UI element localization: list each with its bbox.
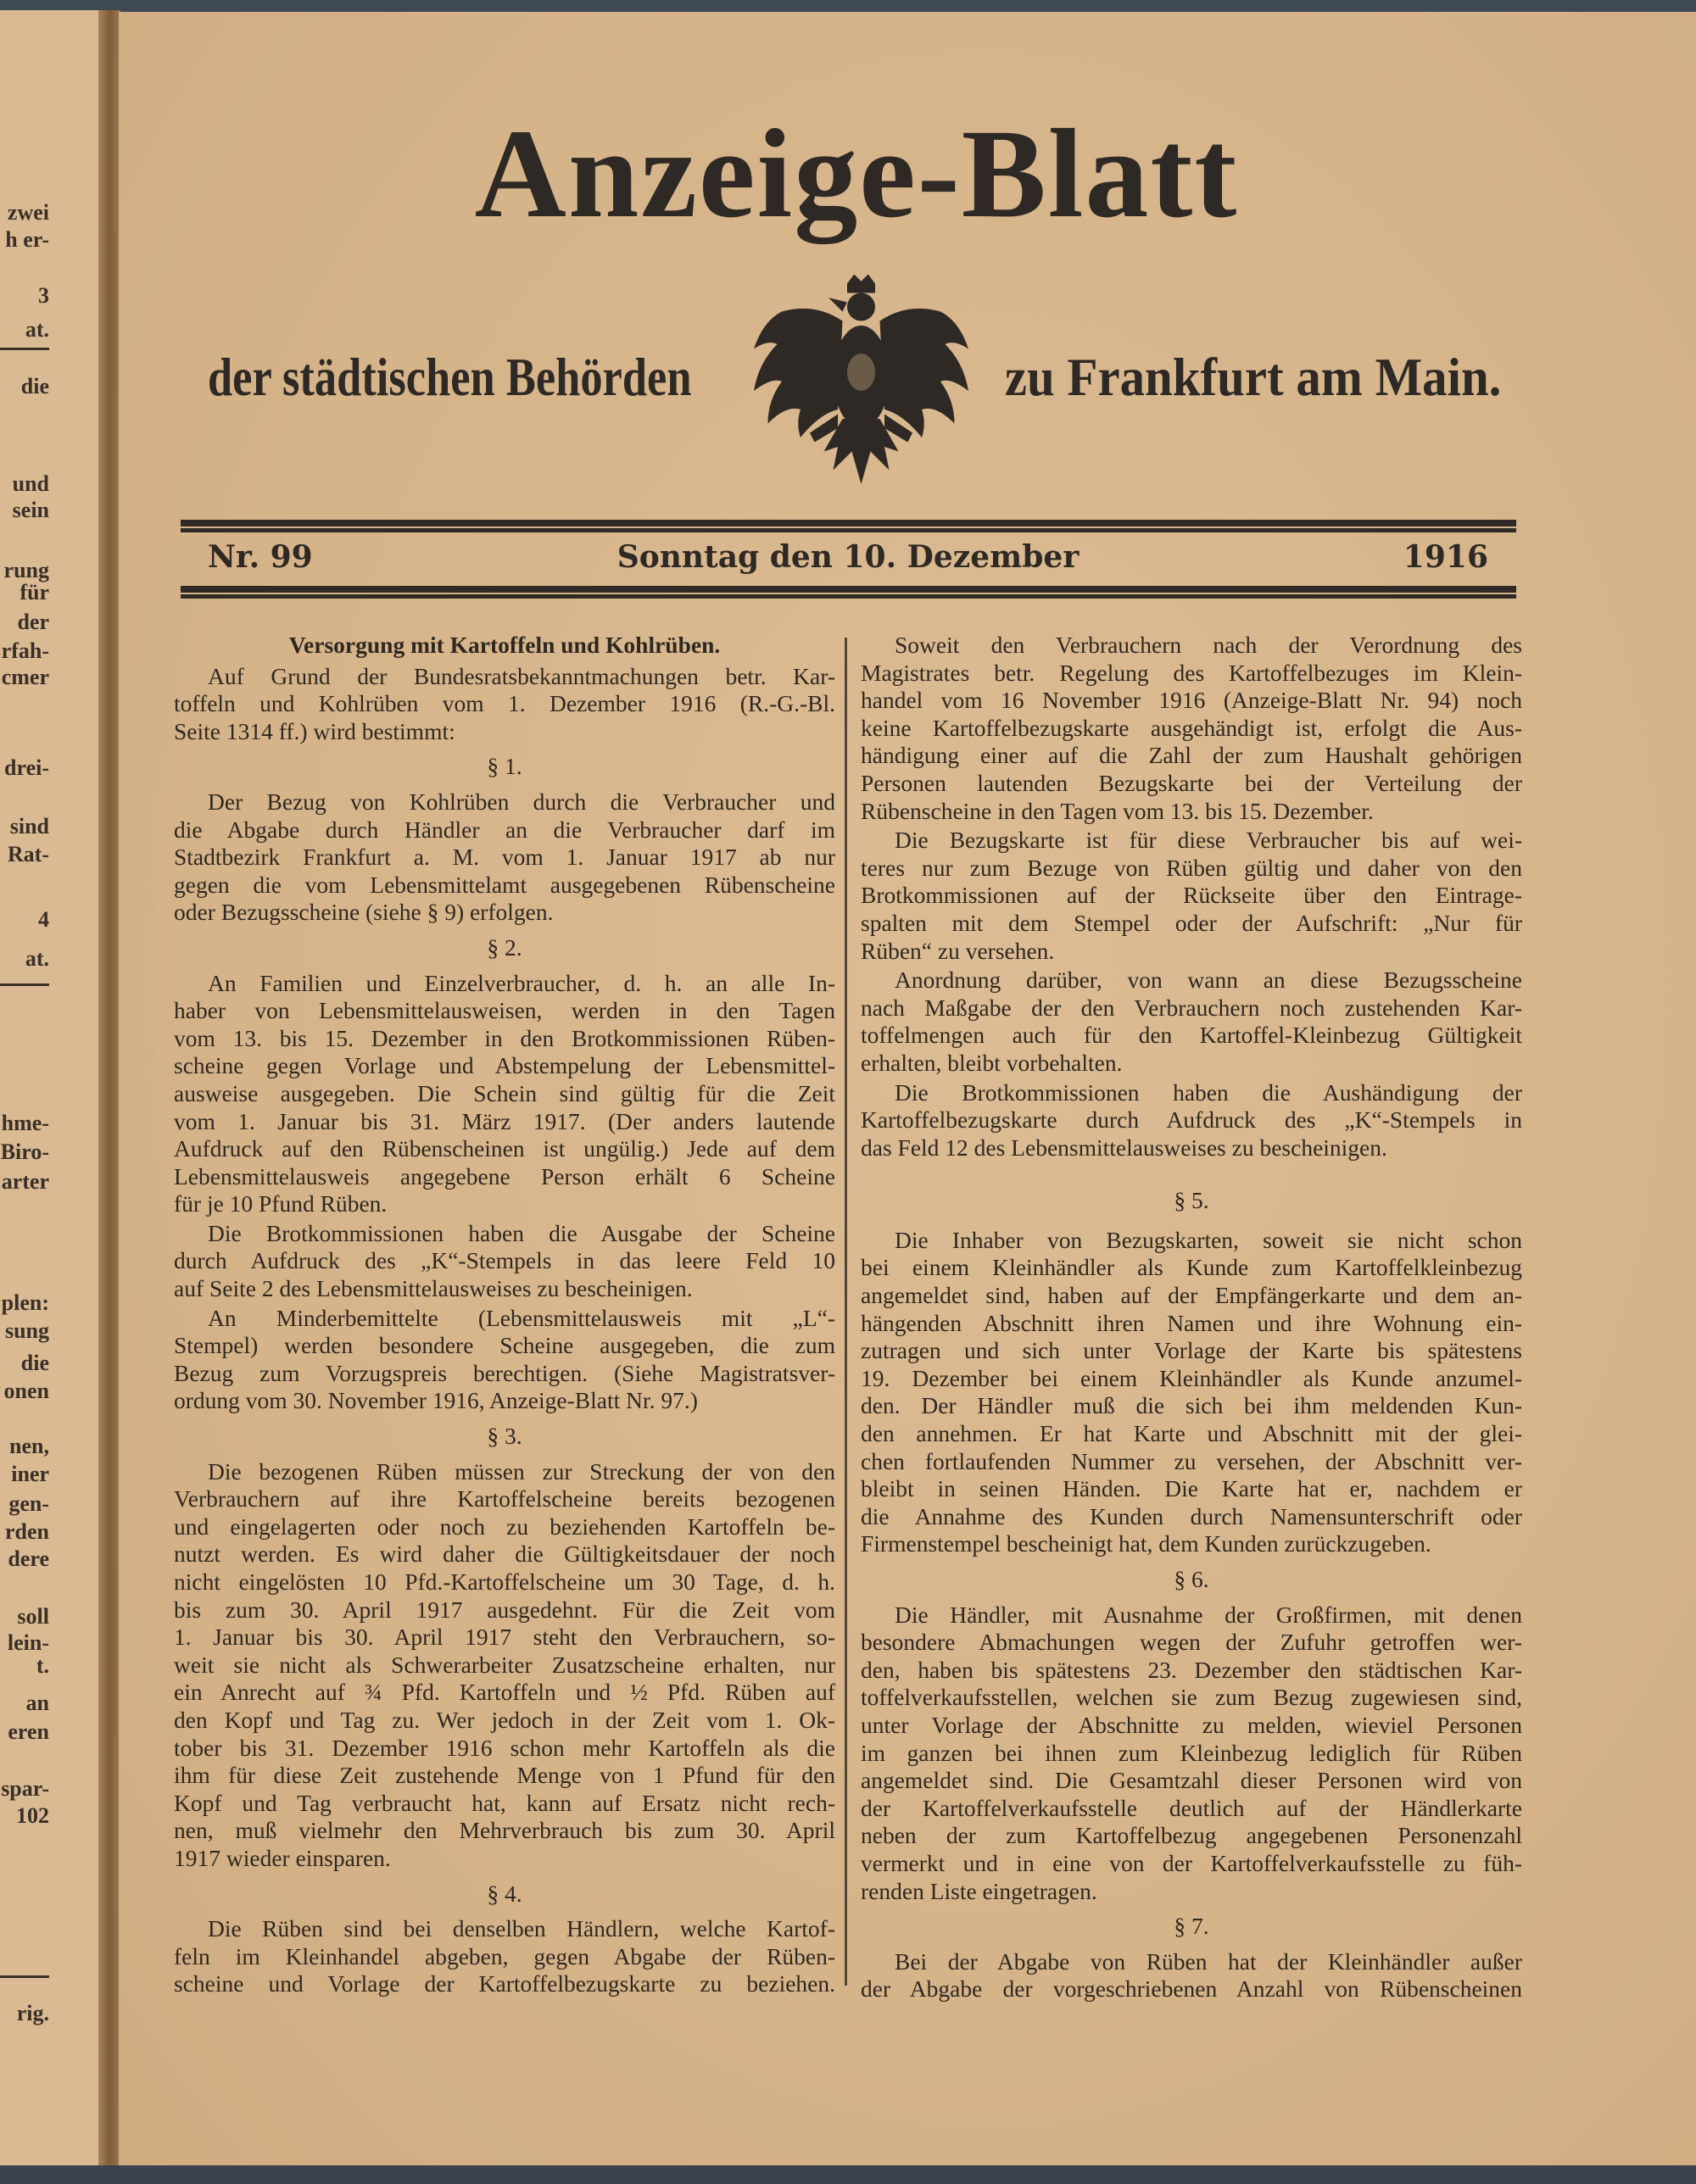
text-line: der Abgabe der vorgeschriebenen Anzahl von Rübenscheinen [861, 1975, 1522, 2003]
margin-fragment: für [20, 580, 49, 604]
margin-fragment: 4 [38, 907, 49, 932]
issue-date: Sonntag den 10. Dezember [616, 539, 1080, 575]
section-heading: § 1. [487, 753, 522, 780]
margin-fragment: soll [17, 1604, 49, 1629]
text-line: 1. Januar bis 30. April 1917 steht den Verbrauchern, so- [174, 1624, 835, 1651]
margin-fragment: dere [8, 1546, 49, 1571]
text-line: das Feld 12 des Lebensmittelausweises zu bescheinigen. [861, 1134, 1387, 1161]
text-line: zutragen und sich unter Vorlage der Karte bis spätestens [861, 1337, 1522, 1364]
text-line: toffelmengen auch für den Kartoffel-Kleinbezug Gültigkeit [861, 1022, 1522, 1049]
text-line: 19. Dezember bei einem Kleinhändler als Kunde anzumel- [861, 1364, 1522, 1391]
margin-fragment: t. [36, 1653, 49, 1678]
margin-fragment: plen: [1, 1290, 49, 1315]
margin-fragment: Rat- [7, 842, 49, 866]
text-line: Die Rüben sind bei denselben Händlern, welche Kartof- [208, 1915, 835, 1942]
text-line: Lebensmittelausweis angegebene Person erhält 6 Scheine [174, 1162, 835, 1190]
paragraph [861, 632, 1522, 825]
text-line: neben der zum Kartoffelbezug angegebenen Personenzahl [861, 1822, 1522, 1849]
text-line: Kartoffelbezugskarte durch Aufdruck des „K“-Stempels in [861, 1106, 1522, 1134]
paragraph [174, 1915, 835, 1998]
text-line: Firmenstempel bescheinigt hat, dem Kunden zurückzugeben. [861, 1530, 1431, 1557]
text-line: Der Bezug von Kohlrüben durch die Verbraucher und [208, 788, 835, 815]
margin-fragment: nen, [9, 1434, 49, 1458]
margin-fragment: die [20, 374, 49, 398]
text-line: toffeln und Kohlrüben vom 1. Dezember 1916 (R.-G.-Bl. [174, 690, 835, 717]
text-line: angemeldet sind. Die Gesamtzahl dieser Personen wird von [861, 1767, 1522, 1794]
margin-fragment: der [17, 610, 49, 634]
text-line: den Kopf und Tag zu. Wer jedoch in der Zeit vom 1. Ok- [174, 1706, 835, 1733]
text-line: Die Brotkommissionen haben die Aushändigung der [895, 1078, 1522, 1106]
text-line: nutzt werden. Es wird daher die Gültigkeitsdauer der noch [174, 1540, 835, 1568]
margin-fragment: an [25, 1691, 49, 1715]
article-column-right [861, 632, 1522, 2005]
text-line: vom 13. bis 15. Dezember in den Brotkommissionen Rüben- [174, 1024, 835, 1051]
text-line: Rüben“ zu versehen. [861, 937, 1055, 964]
margin-fragment: die [20, 1351, 49, 1375]
text-line: spalten mit dem Stempel oder der Aufschrift: „Nur für [861, 909, 1522, 936]
text-line: Aufdruck auf den Rübenscheinen ist ungülig.) Jede auf dem [174, 1135, 835, 1162]
text-line: Verbrauchern auf ihre Kartoffelscheine bereits bezogenen [174, 1485, 835, 1513]
text-line: Die Händler, mit Ausnahme der Großfirmen, mit denen [895, 1601, 1522, 1628]
text-line: Die Brotkommissionen haben die Ausgabe der Scheine [208, 1219, 835, 1246]
margin-fragment: sein [12, 498, 49, 522]
text-line: Auf Grund der Bundesratsbekanntmachungen betr. Kar- [208, 662, 835, 689]
text-line: der Kartoffelverkaufsstelle deutlich auf der Händlerkarte [861, 1794, 1522, 1821]
text-line: feln im Kleinhandel abgeben, gegen Abgabe der Rüben- [174, 1942, 835, 1970]
margin-fragment: rden [5, 1519, 49, 1544]
paragraph [174, 970, 835, 1218]
text-line: chen fortlaufenden Nummer zu versehen, der Abschnitt ver- [861, 1447, 1522, 1474]
margin-rule [0, 348, 49, 350]
text-line: Stadtbezirk Frankfurt a. M. vom 1. Januar 1917 ab nur [174, 844, 835, 871]
text-line: für je 10 Pfund Rüben. [174, 1190, 388, 1217]
masthead-rule-bottom [181, 587, 1516, 599]
margin-fragment: h er- [5, 227, 49, 252]
margin-fragment: eren [8, 1719, 49, 1744]
text-line: bis zum 30. April 1917 ausgedehnt. Für die Zeit vom [174, 1596, 835, 1623]
margin-fragment: rung [3, 558, 49, 582]
subtitle-right: zu Frankfurt am Main. [1004, 347, 1501, 407]
paragraph [174, 1458, 835, 1873]
text-line: händigung einer auf die Zahl der zum Haushalt gehörigen [861, 742, 1522, 769]
margin-fragment: 3 [38, 283, 49, 308]
text-line: ein Anrecht auf ¾ Pfd. Kartoffeln und ½ Pfd. Rüben auf [174, 1679, 835, 1706]
issue-year: 1916 [1403, 539, 1488, 575]
masthead-line [208, 539, 1488, 582]
paragraph [861, 1948, 1522, 2003]
paragraph [861, 967, 1522, 1077]
text-line: durch Aufdruck des „K“-Stempels in das leere Feld 10 [174, 1247, 835, 1274]
margin-rule [0, 1975, 49, 1978]
margin-fragment: rig. [16, 2001, 49, 2025]
text-line: scheine und Vorlage der Kartoffelbezugskarte zu beziehen. [174, 1970, 835, 1997]
issue-number: Nr. 99 [208, 539, 313, 575]
text-line: den annehmen. Er hat Karte und Abschnitt mit der glei- [861, 1420, 1522, 1447]
imperial-eagle-icon [745, 270, 978, 503]
newspaper-title: Anzeige-Blatt [474, 103, 1239, 244]
text-line: haber von Lebensmittelausweisen, werden in den Tagen [174, 997, 835, 1024]
text-line: Die Bezugskarte ist für diese Verbraucher bis auf wei- [895, 827, 1522, 854]
margin-rule [0, 983, 49, 986]
text-line: vermerkt und in eine von der Kartoffelverkaufsstelle zu füh- [861, 1849, 1522, 1876]
section-heading: § 4. [487, 1880, 522, 1907]
text-line: vom 1. Januar bis 31. März 1917. (Der anders lautende [174, 1107, 835, 1134]
text-line: ausweise ausgegeben. Die Schein sind gültig für die Zeit [174, 1079, 835, 1106]
margin-fragment: iner [11, 1462, 49, 1486]
text-line: toffelverkaufsstellen, welchen sie zum Bezug zugewiesen sind, [861, 1684, 1522, 1711]
paragraph [861, 1079, 1522, 1162]
text-line: teres nur zum Bezuge von Rüben gültig und daher von den [861, 854, 1522, 881]
section-heading: § 5. [1174, 1187, 1209, 1214]
text-line: auf Seite 2 des Lebensmittelausweises zu bescheinigen. [174, 1275, 693, 1302]
text-line: Bei der Abgabe von Rüben hat der Kleinhändler außer [895, 1947, 1522, 1975]
text-line: besondere Abmachungen wegen der Zufuhr getroffen wer- [861, 1629, 1522, 1656]
text-line: weit sie nicht als Schwerarbeiter Zusatzscheine erhalten, nur [174, 1651, 835, 1678]
text-line: Bezug zum Vorzugspreis berechtigen. (Siehe Magistratsver- [174, 1359, 835, 1386]
article-column-left [174, 632, 835, 2000]
text-line: im ganzen bei ihnen zum Kleinbezug lediglich für Rüben [861, 1739, 1522, 1766]
text-line: hängenden Abschnitt ihren Namen und ihre Wohnung ein- [861, 1309, 1522, 1336]
margin-fragment: zwei [7, 200, 49, 225]
text-line: Brotkommissionen auf der Rückseite über den Eintrage- [861, 882, 1522, 909]
text-line: Magistrates betr. Regelung des Kartoffelbezuges im Klein- [861, 659, 1522, 686]
text-line: Personen lautenden Bezugskarte bei der Verteilung der [861, 769, 1522, 796]
margin-fragment: cmer [1, 665, 49, 689]
margin-fragment: at. [25, 946, 49, 971]
paragraph [174, 1220, 835, 1303]
margin-fragment: sung [4, 1318, 49, 1343]
section-heading: § 2. [487, 933, 522, 961]
text-line: ordung vom 30. November 1916, Anzeige-Blatt Nr. 97.) [174, 1387, 698, 1414]
paragraph [174, 663, 835, 746]
text-line: oder Bezugsscheine (siehe § 9) erfolgen. [174, 899, 554, 926]
text-line: nen, muß vielmehr den Mehrverbrauch bis zum 30. April [174, 1817, 835, 1844]
text-line: An Familien und Einzelverbraucher, d. h. an alle In- [208, 969, 835, 996]
text-line: An Minderbemittelte (Lebensmittelausweis mit „L“- [208, 1304, 835, 1331]
text-line: handel vom 16 November 1916 (Anzeige-Blatt Nr. 94) noch [861, 687, 1522, 714]
masthead-rule-top [181, 521, 1516, 532]
section-heading: § 3. [487, 1423, 522, 1450]
text-line: bei einem Kleinhändler als Kunde zum Kartoffelkleinbezug [861, 1254, 1522, 1281]
text-line: angemeldet sind, haben auf der Empfängerkarte und dem an- [861, 1282, 1522, 1309]
text-line: nach Maßgabe der den Verbrauchern noch zustehenden Kar- [861, 994, 1522, 1021]
text-line: nicht eingelösten 10 Pfd.-Kartoffelscheine um 30 Tage, d. h. [174, 1568, 835, 1595]
text-line: gegen die vom Lebensmittelamt ausgegebenen Rübenscheine [174, 871, 835, 898]
text-line: die Annahme des Kunden durch Namensunterschrift oder [861, 1502, 1522, 1529]
text-line: Anordnung darüber, von wann an diese Bezugsscheine [895, 967, 1522, 994]
text-line: tober bis 31. Dezember 1916 schon mehr Kartoffeln als die [174, 1734, 835, 1761]
section-heading: § 7. [1174, 1913, 1209, 1940]
binding-edge [98, 10, 120, 2168]
margin-fragment: spar- [1, 1776, 49, 1801]
text-line: die Abgabe durch Händler an die Verbraucher darf im [174, 816, 835, 843]
subtitle-left: der städtischen Behörden [208, 347, 692, 407]
text-line: Rübenscheine in den Tagen vom 13. bis 15. Dezember. [861, 797, 1374, 824]
text-line: Stempel) werden besondere Scheine ausgegeben, die zum [174, 1332, 835, 1359]
text-line: Die bezogenen Rüben müssen zur Streckung der von den [208, 1457, 835, 1485]
text-line: Seite 1314 ff.) wird bestimmt: [174, 717, 455, 744]
text-line: renden Liste eingetragen. [861, 1877, 1097, 1904]
paragraph [174, 1305, 835, 1415]
text-line: 1917 wieder einsparen. [174, 1844, 391, 1871]
text-line: Die Inhaber von Bezugskarten, soweit sie nicht schon [895, 1226, 1522, 1253]
text-line: Soweit den Verbrauchern nach der Verordnung des [895, 632, 1522, 658]
text-line: keine Kartoffelbezugskarte ausgehändigt ist, erfolgt die Aus- [861, 714, 1522, 741]
margin-fragment: onen [3, 1379, 49, 1403]
text-line: scheine gegen Vorlage und Abstempelung der Lebensmittel- [174, 1052, 835, 1079]
margin-fragment: 102 [16, 1803, 49, 1828]
text-line: erhalten, bleibt vorbehalten. [861, 1049, 1123, 1076]
margin-fragment: at. [25, 317, 49, 342]
text-line: Kopf und Tag verbraucht hat, kann auf Ersatz nicht rech- [174, 1789, 835, 1816]
margin-fragment: lein- [7, 1630, 49, 1655]
paragraph [861, 1602, 1522, 1906]
column-divider [845, 638, 847, 1986]
text-line: den, haben bis spätestens 23. Dezember den städtischen Kar- [861, 1656, 1522, 1683]
paragraph [861, 827, 1522, 965]
margin-fragment: arter [1, 1169, 49, 1194]
paragraph [861, 1227, 1522, 1558]
text-line: bleibt in seinen Händen. Die Karte hat er, nachdem er [861, 1475, 1522, 1502]
margin-fragment: und [12, 471, 49, 496]
text-line: und eingelagerten oder noch zu beziehenden Kartoffeln be- [174, 1513, 835, 1540]
text-line: unter Vorlage der Abschnitte zu melden, wieviel Personen [861, 1711, 1522, 1738]
previous-page-strip [0, 10, 100, 2168]
margin-fragment: hme- [1, 1111, 49, 1135]
paragraph [174, 788, 835, 927]
margin-fragment: rfah- [1, 638, 49, 663]
margin-fragment: gen- [8, 1491, 49, 1516]
scan-bottom-edge [0, 2165, 1696, 2184]
section-heading: § 6. [1174, 1566, 1209, 1592]
article-heading: Versorgung mit Kartoffeln und Kohlrüben. [288, 632, 721, 658]
margin-fragment: Biro- [0, 1139, 49, 1164]
margin-fragment: drei- [4, 755, 49, 780]
text-line: ihm für diese Zeit zustehende Menge von 1 Pfund für den [174, 1762, 835, 1789]
text-line: den. Der Händler muß die sich bei ihm meldenden Kun- [861, 1392, 1522, 1419]
margin-fragment: sind [9, 814, 49, 838]
